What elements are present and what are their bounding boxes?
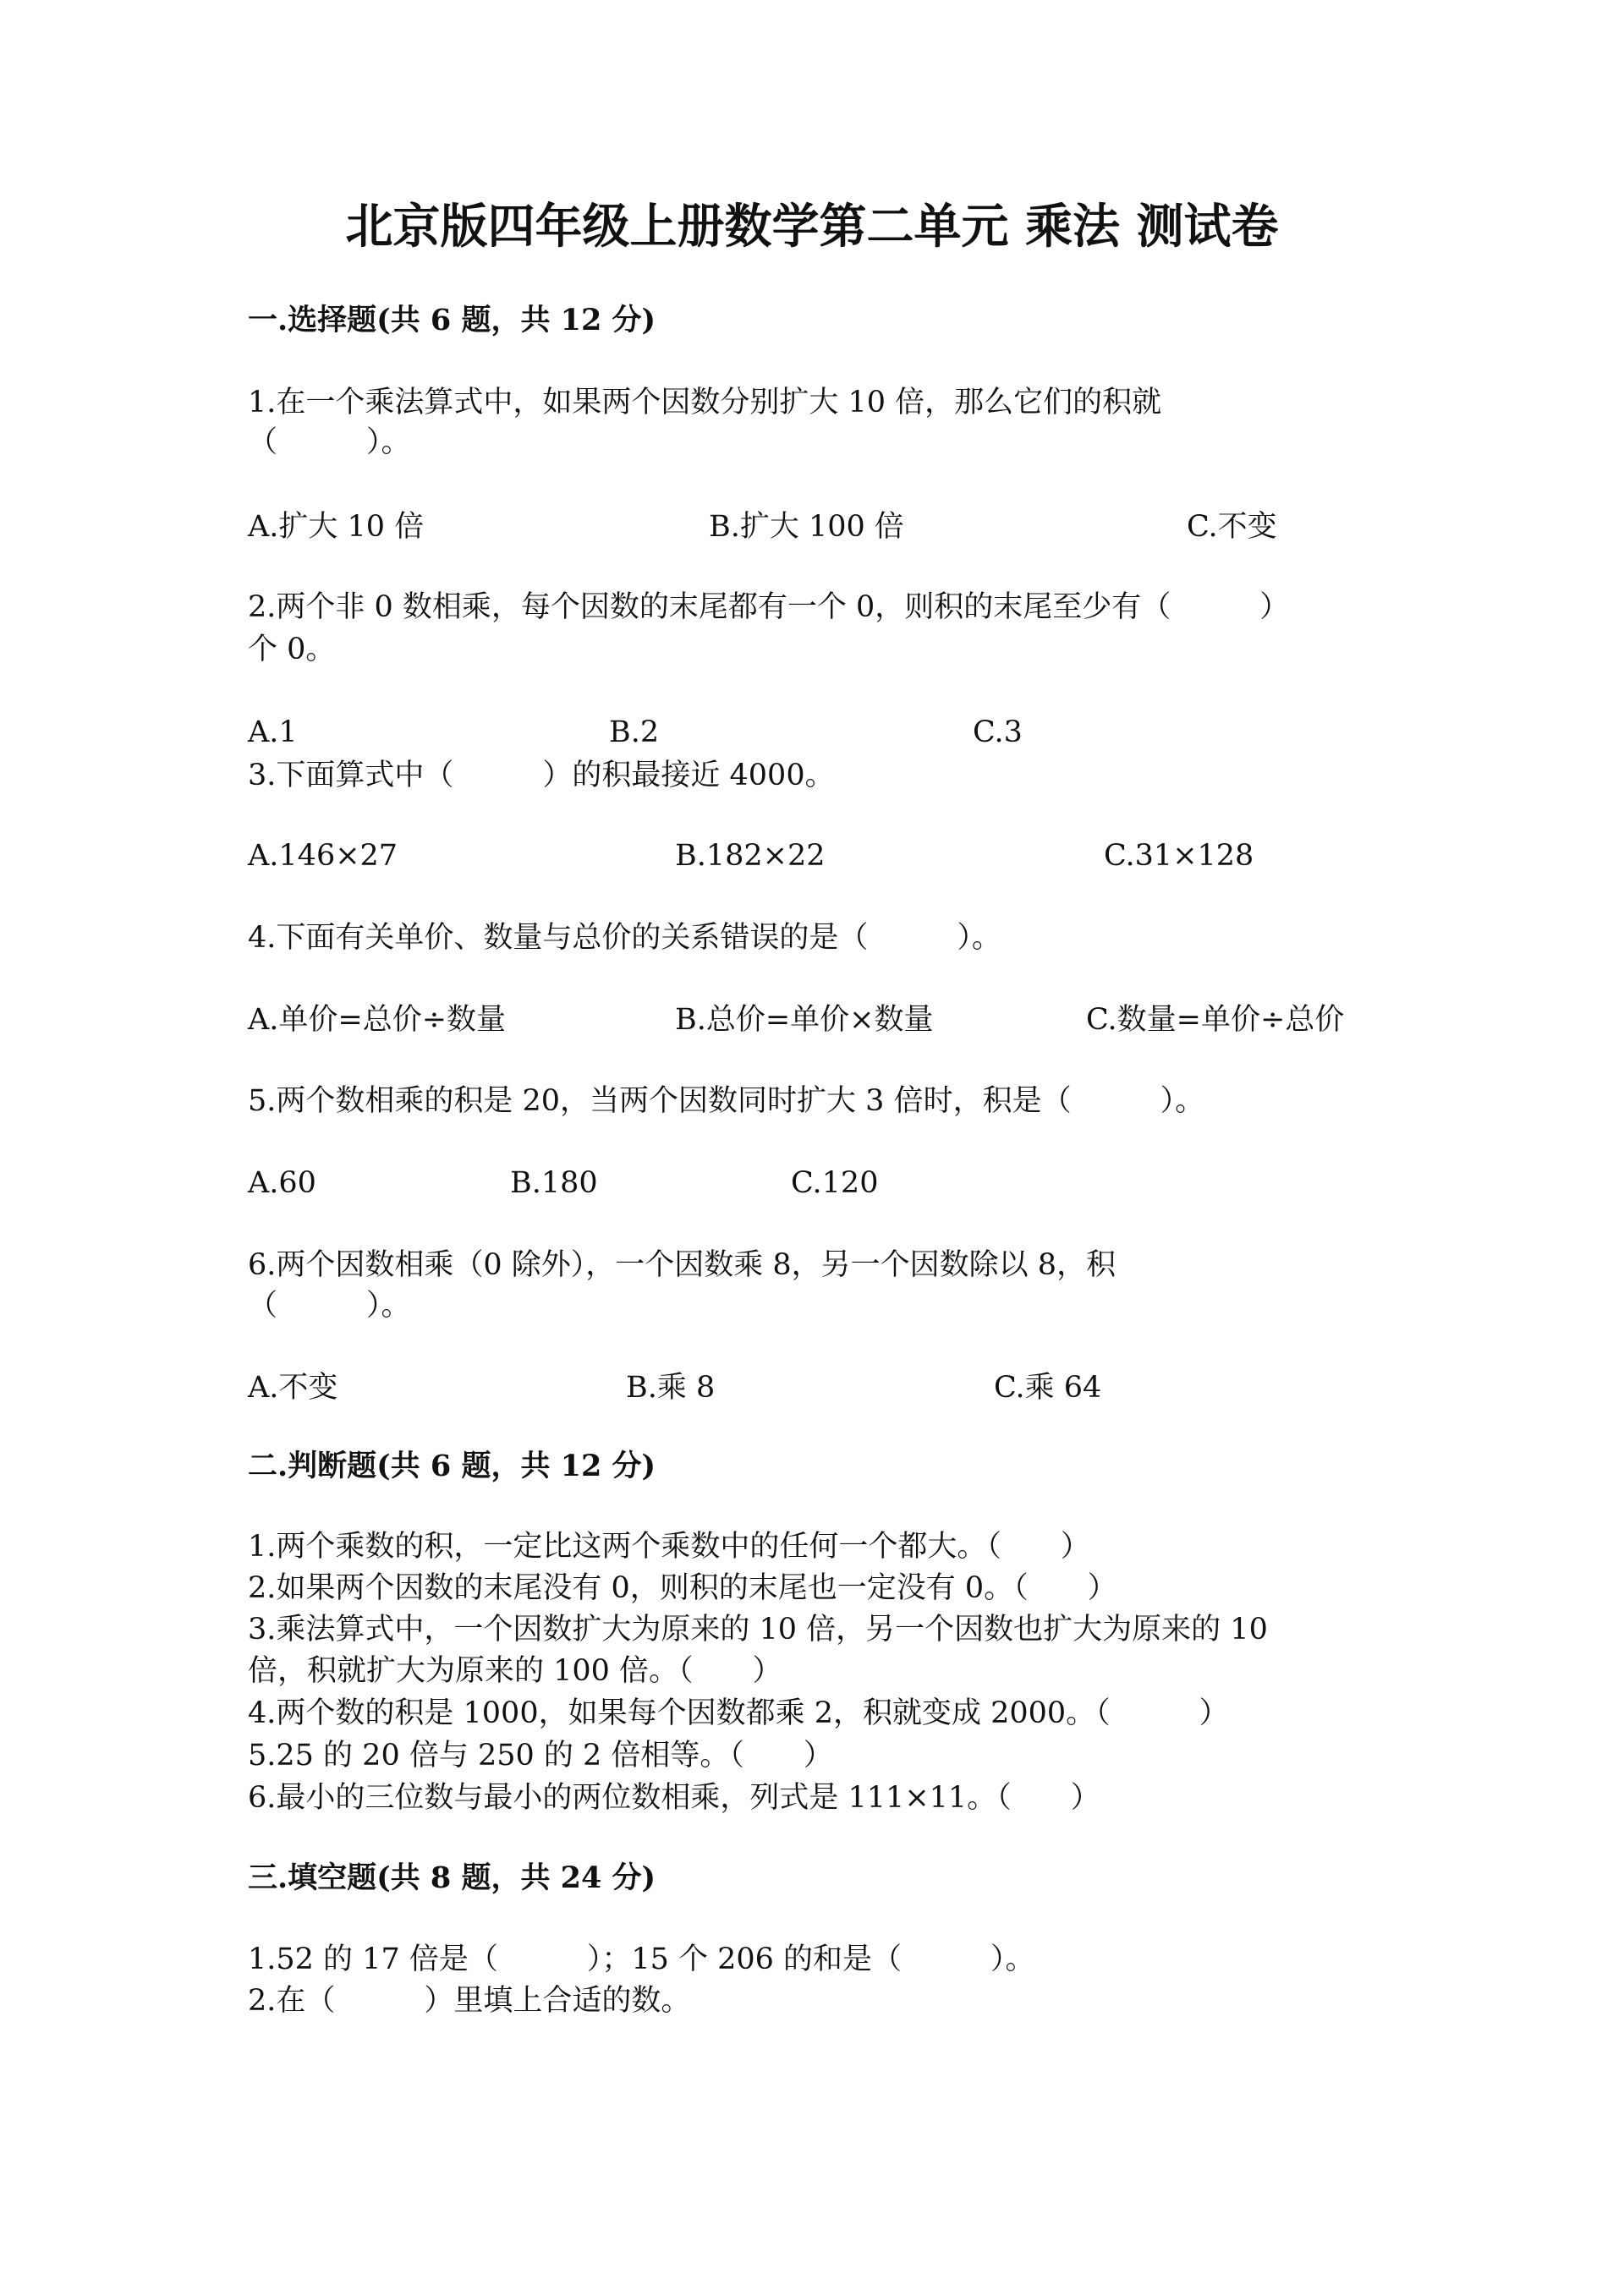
question-text: 1.在一个乘法算式中，如果两个因数分别扩大 10 倍，那么它们的积就	[248, 386, 1162, 419]
judgement-item: 4.两个数的积是 1000，如果每个因数都乘 2，积就变成 2000。（ ）	[248, 1696, 1229, 1730]
section-heading-fill-blank: 三.填空题(共 8 题，共 24 分)	[248, 1860, 656, 1895]
option-a: A.146×27	[248, 839, 398, 873]
option-a: A.扩大 10 倍	[248, 510, 425, 544]
option-a: A.单价=总价÷数量	[248, 1003, 507, 1037]
judgement-item: 倍，积就扩大为原来的 100 倍。（ ）	[248, 1654, 782, 1688]
option-a: A.不变	[248, 1371, 338, 1405]
fill-blank-item: 1.52 的 17 倍是（ ）；15 个 206 的和是（ ）。	[248, 1943, 1035, 1976]
page-title: 北京版四年级上册数学第二单元 乘法 测试卷	[345, 199, 1279, 255]
judgement-item: 5.25 的 20 倍与 250 的 2 倍相等。（ ）	[248, 1739, 833, 1773]
option-c: C.120	[791, 1166, 879, 1200]
option-b: B.182×22	[675, 839, 826, 873]
question-text: 4.下面有关单价、数量与总价的关系错误的是（ ）。	[248, 921, 1001, 955]
question-text: 个 0。	[248, 633, 336, 666]
judgement-item: 3.乘法算式中，一个因数扩大为原来的 10 倍，另一个因数也扩大为原来的 10	[248, 1613, 1268, 1647]
judgement-item: 1.两个乘数的积，一定比这两个乘数中的任何一个都大。（ ）	[248, 1530, 1090, 1564]
option-c: C.3	[973, 715, 1023, 749]
question-text: 5.两个数相乘的积是 20，当两个因数同时扩大 3 倍时，积是（ ）。	[248, 1084, 1205, 1118]
option-b: B.总价=单价×数量	[675, 1003, 934, 1037]
section-heading-judgement: 二.判断题(共 6 题，共 12 分)	[248, 1449, 656, 1483]
option-c: C.不变	[1187, 510, 1277, 544]
option-a: A.60	[248, 1166, 316, 1200]
question-text: 6.两个因数相乘（0 除外），一个因数乘 8，另一个因数除以 8，积	[248, 1248, 1116, 1282]
option-c: C.乘 64	[994, 1371, 1102, 1405]
judgement-item: 6.最小的三位数与最小的两位数相乘，列式是 111×11。（ ）	[248, 1781, 1100, 1815]
option-b: B.扩大 100 倍	[709, 510, 904, 544]
option-b: B.180	[510, 1166, 598, 1200]
option-c: C.数量=单价÷总价	[1086, 1003, 1345, 1037]
fill-blank-item: 2.在（ ）里填上合适的数。	[248, 1984, 691, 2018]
question-text: 3.下面算式中（ ）的积最接近 4000。	[248, 759, 835, 792]
judgement-item: 2.如果两个因数的末尾没有 0，则积的末尾也一定没有 0。（ ）	[248, 1571, 1117, 1605]
question-text: （ ）。	[248, 1289, 411, 1323]
section-heading-choice: 一.选择题(共 6 题，共 12 分)	[248, 303, 656, 337]
option-b: B.乘 8	[626, 1371, 716, 1405]
option-c: C.31×128	[1104, 839, 1254, 873]
question-text: （ ）。	[248, 425, 411, 459]
question-text: 2.两个非 0 数相乘，每个因数的末尾都有一个 0，则积的末尾至少有（ ）	[248, 590, 1290, 624]
option-a: A.1	[248, 715, 298, 749]
option-b: B.2	[609, 715, 660, 749]
